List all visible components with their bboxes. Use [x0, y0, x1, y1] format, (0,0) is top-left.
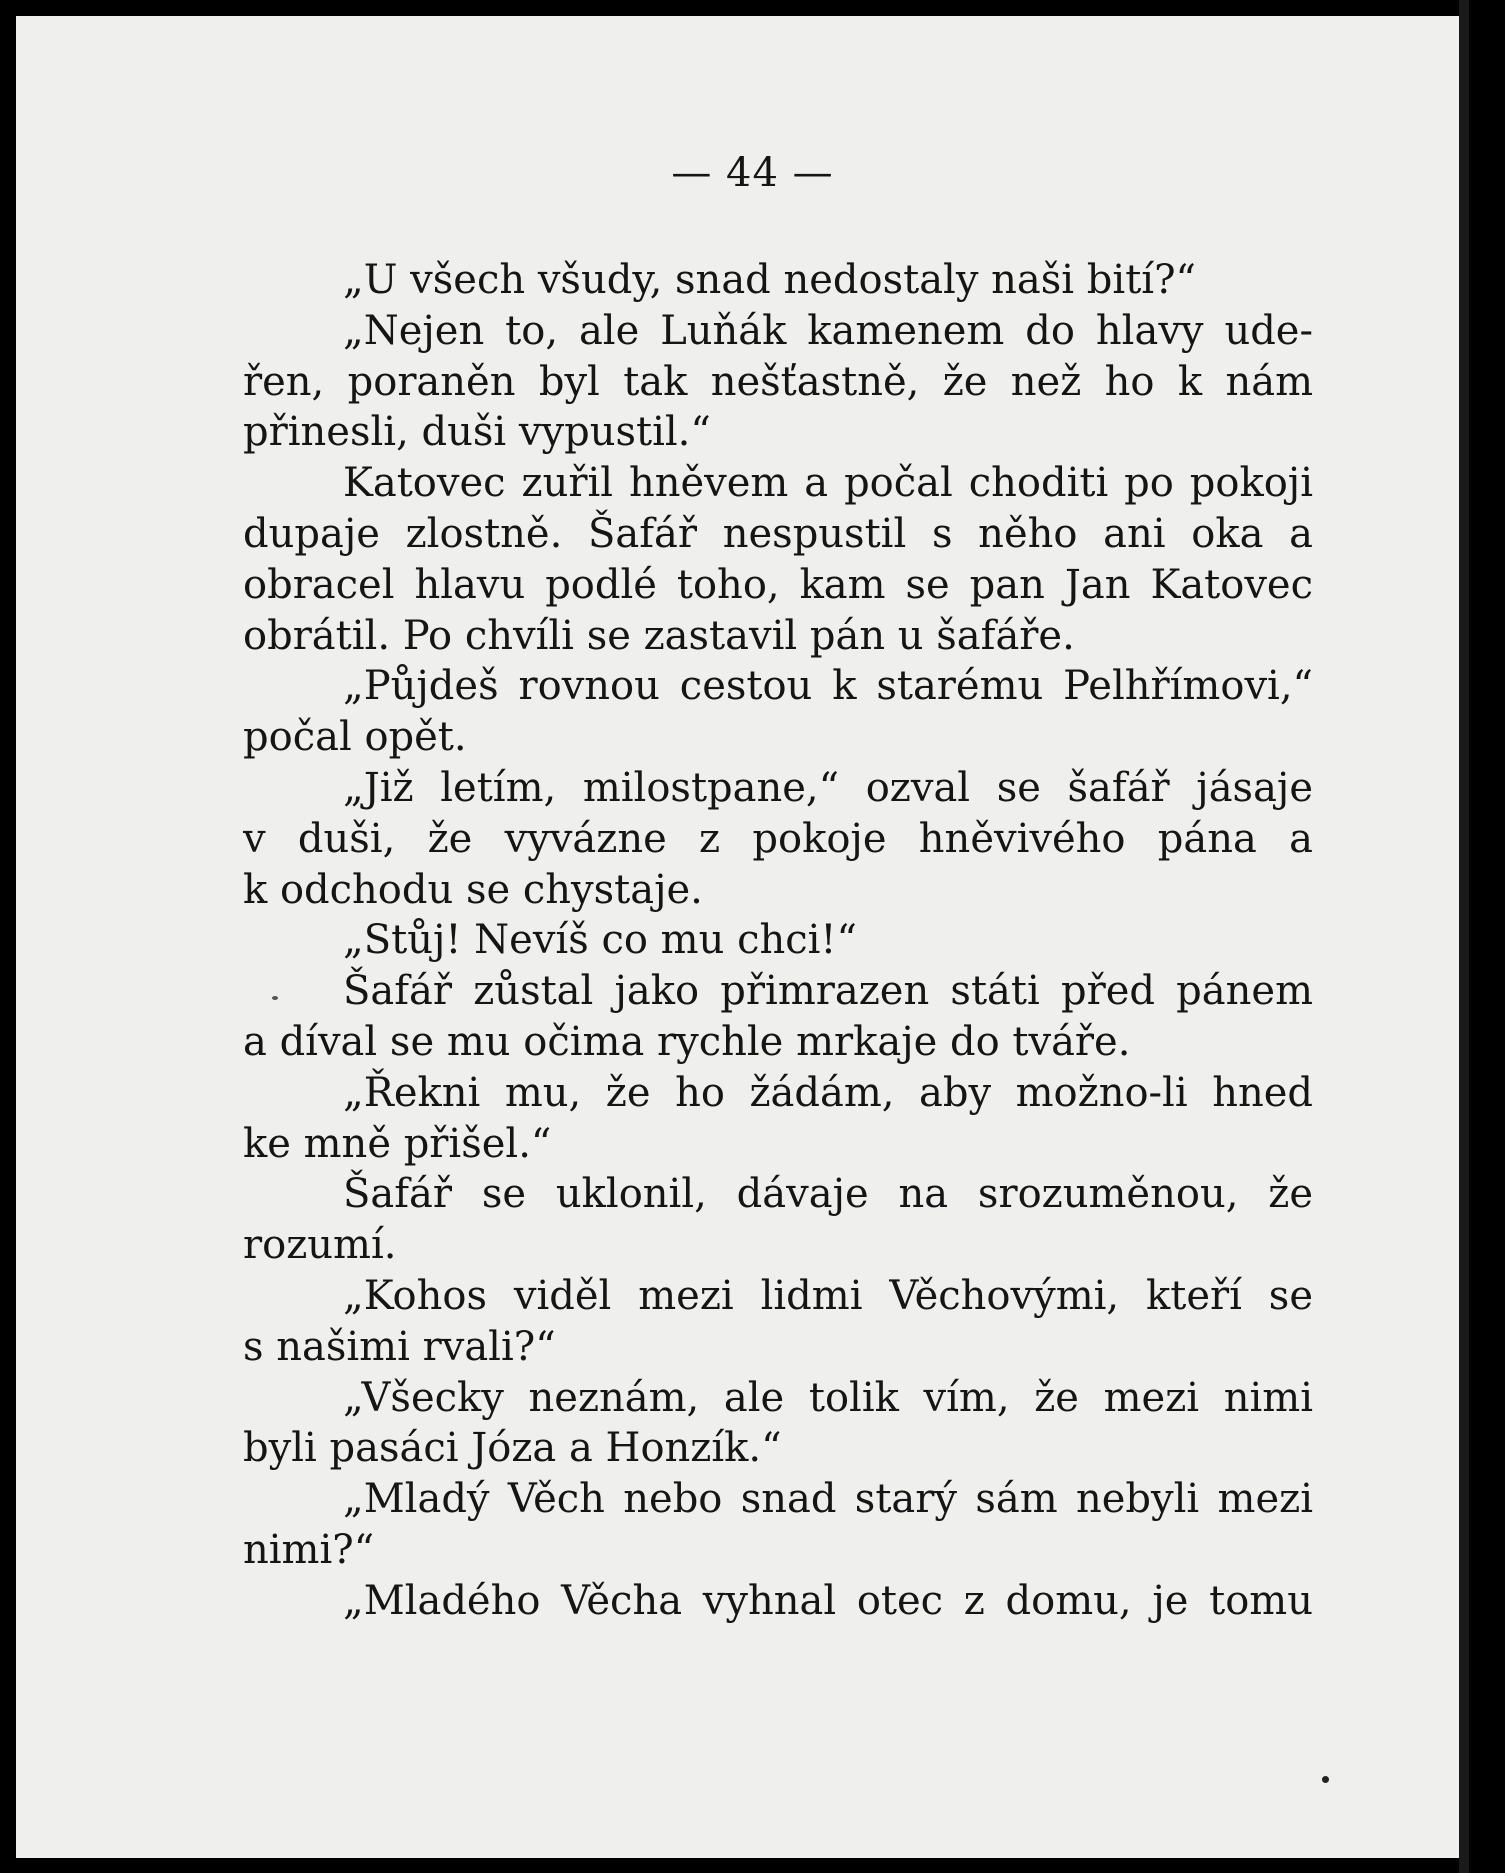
text-line: „Již letím, milostpane,“ ozval se šafář jásaje [343, 764, 1313, 811]
text-line: počal opět. [243, 714, 467, 761]
text-line: „Stůj! Nevíš co mu chci!“ [343, 917, 857, 964]
text-line: a díval se mu očima rychle mrkaje do tváře. [243, 1018, 1131, 1065]
text-line: „Řekni mu, že ho žádám, aby možno-li hned [343, 1069, 1313, 1116]
text-line: dupaje zlostně. Šafář nespustil s něho ani oka a [243, 510, 1313, 557]
text-line: Šafář se uklonil, dávaje na srozuměnou, že [343, 1171, 1313, 1218]
print-speck [272, 996, 278, 1000]
print-speck [1322, 1776, 1329, 1783]
text-line: přinesli, duši vypustil.“ [243, 409, 711, 456]
text-line: obrátil. Po chvíli se zastavil pán u šafáře. [243, 612, 1075, 659]
text-line: řen, poraněn byl tak nešťastně, že než ho k nám [243, 358, 1313, 405]
text-line: obracel hlavu podlé toho, kam se pan Jan Katovec [243, 561, 1313, 608]
text-line: v duši, že vyvázne z pokoje hněvivého pána a [243, 815, 1313, 862]
text-line: s našimi rvali?“ [243, 1323, 556, 1370]
text-line: „Všecky neznám, ale tolik vím, že mezi nimi [343, 1374, 1313, 1421]
text-line: „Kohos viděl mezi lidmi Věchovými, kteří se [343, 1272, 1313, 1319]
text-line: „Mladý Věch nebo snad starý sám nebyli mezi [343, 1476, 1313, 1523]
text-line: „Půjdeš rovnou cestou k starému Pelhřímovi,“ [343, 663, 1313, 710]
text-line: ke mně přišel.“ [243, 1120, 552, 1167]
text-line: Katovec zuřil hněvem a počal choditi po pokoji [343, 460, 1313, 507]
text-line: nimi?“ [243, 1526, 375, 1573]
text-line: Šafář zůstal jako přimrazen státi před pánem [343, 968, 1313, 1015]
text-line: byli pasáci Józa a Honzík.“ [243, 1425, 782, 1472]
body-text [243, 255, 1313, 1627]
text-line: „Mladého Věcha vyhnal otec z domu, je tomu [343, 1577, 1313, 1624]
text-line: „U všech všudy, snad nedostaly naši bití?“ [343, 257, 1196, 303]
text-line: „Nejen to, ale Luňák kamenem do hlavy ude- [343, 307, 1313, 354]
text-line: rozumí. [243, 1222, 397, 1269]
text-line: k odchodu se chystaje. [243, 866, 703, 913]
page-number: — 44 — [671, 150, 834, 196]
page-edge-shadow [1459, 0, 1469, 1873]
